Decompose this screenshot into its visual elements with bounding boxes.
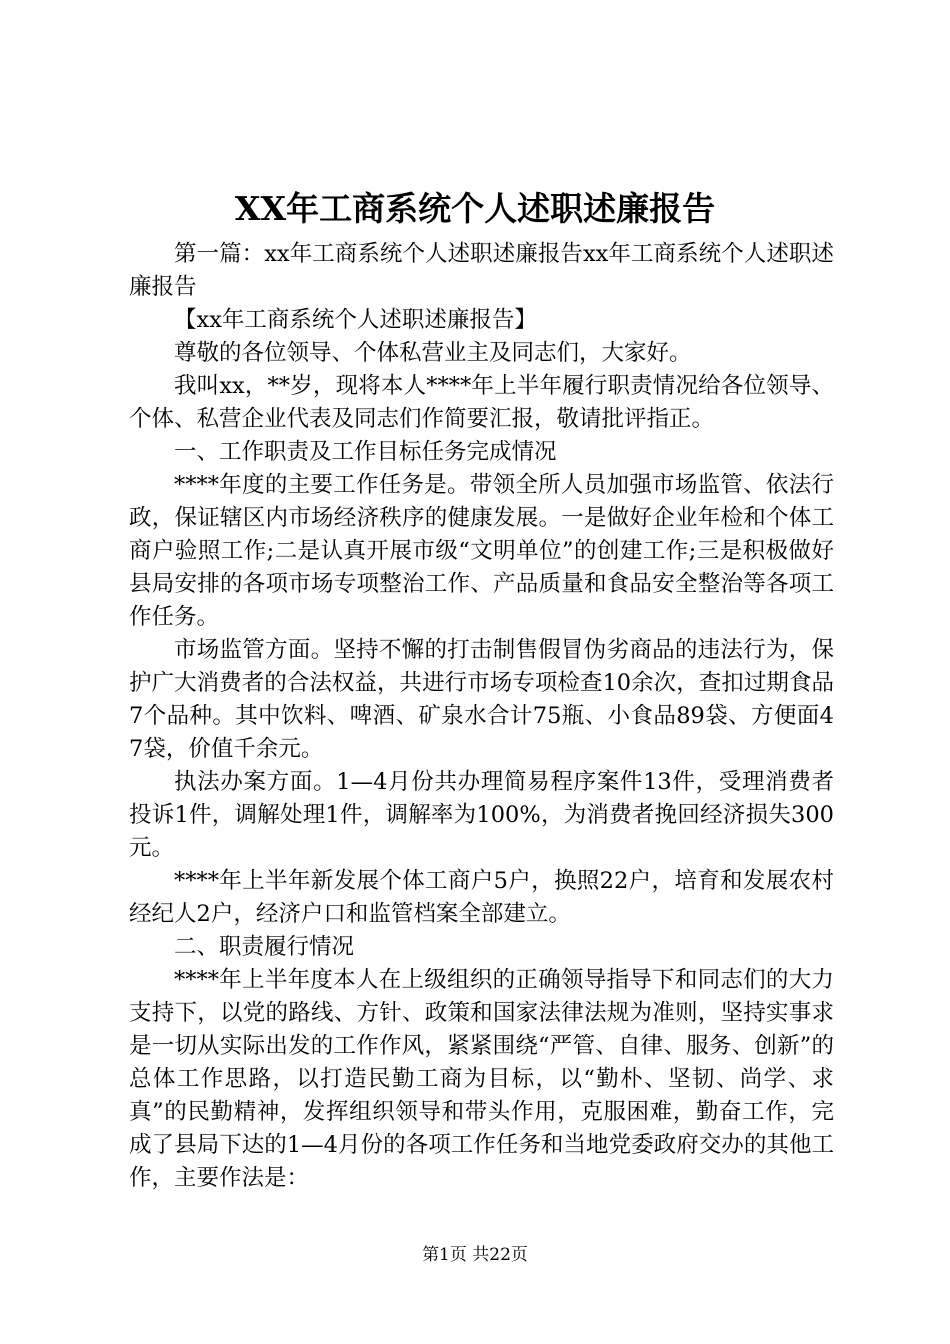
paragraph: 尊敬的各位领导、个体私营业主及同志们，大家好。 [174,340,692,366]
page-number-footer: 第1页 共22页 [422,1245,528,1265]
document-body [129,238,834,1195]
paragraph: ****年度的主要工作任务是。带领全所人员加强市场监管、依法行政，保证辖区内市场经济秩序的健康发展。一是做好企业年检和个体工商户验照工作;二是认真开展市级“文明单位”的创建工作;三是积极做好县局安排的各项市场专项整治工作、产品质量和食品安全整治等各项工作任务。 [129,472,834,630]
paragraph: ****年上半年度本人在上级组织的正确领导指导下和同志们的大力支持下，以党的路线、方针、政策和国家法律法规为准则，坚持实事求是一切从实际出发的工作作风，紧紧围绕“严管、自律、服务、创新”的总体工作思路，以打造民勤工商为目标，以“勤朴、坚韧、尚学、求真”的民勤精神，发挥组织领导和带头作用，克服困难，勤奋工作，完成了县局下达的1—4月份的各项工作任务和当地党委政府交办的其他工作，主要作法是： [129,967,834,1191]
document-title: XX年工商系统个人述职述廉报告 [234,189,716,228]
section-heading: 一、工作职责及工作目标任务完成情况 [174,439,557,465]
paragraph: 我叫xx，**岁，现将本人****年上半年履行职责情况给各位领导、个体、私营企业代表及同志们作简要汇报，敬请批评指正。 [129,373,834,432]
paragraph: 【xx年工商系统个人述职述廉报告】 [174,307,537,333]
paragraph: 市场监管方面。坚持不懈的打击制售假冒伪劣商品的违法行为，保护广大消费者的合法权益，共进行市场专项检查10余次，查扣过期食品7个品种。其中饮料、啤酒、矿泉水合计75瓶、小食品89袋、方便面47袋，价值千余元。 [129,637,834,762]
section-heading: 二、职责履行情况 [174,934,355,960]
paragraph: 执法办案方面。1—4月份共办理简易程序案件13件，受理消费者投诉1件，调解处理1件，调解率为100%，为消费者挽回经济损失300元。 [129,769,834,861]
paragraph: ****年上半年新发展个体工商户5户，换照22户，培育和发展农村经纪人2户，经济户口和监管档案全部建立。 [129,868,834,927]
paragraph: 第一篇：xx年工商系统个人述职述廉报告xx年工商系统个人述职述廉报告 [129,241,834,300]
